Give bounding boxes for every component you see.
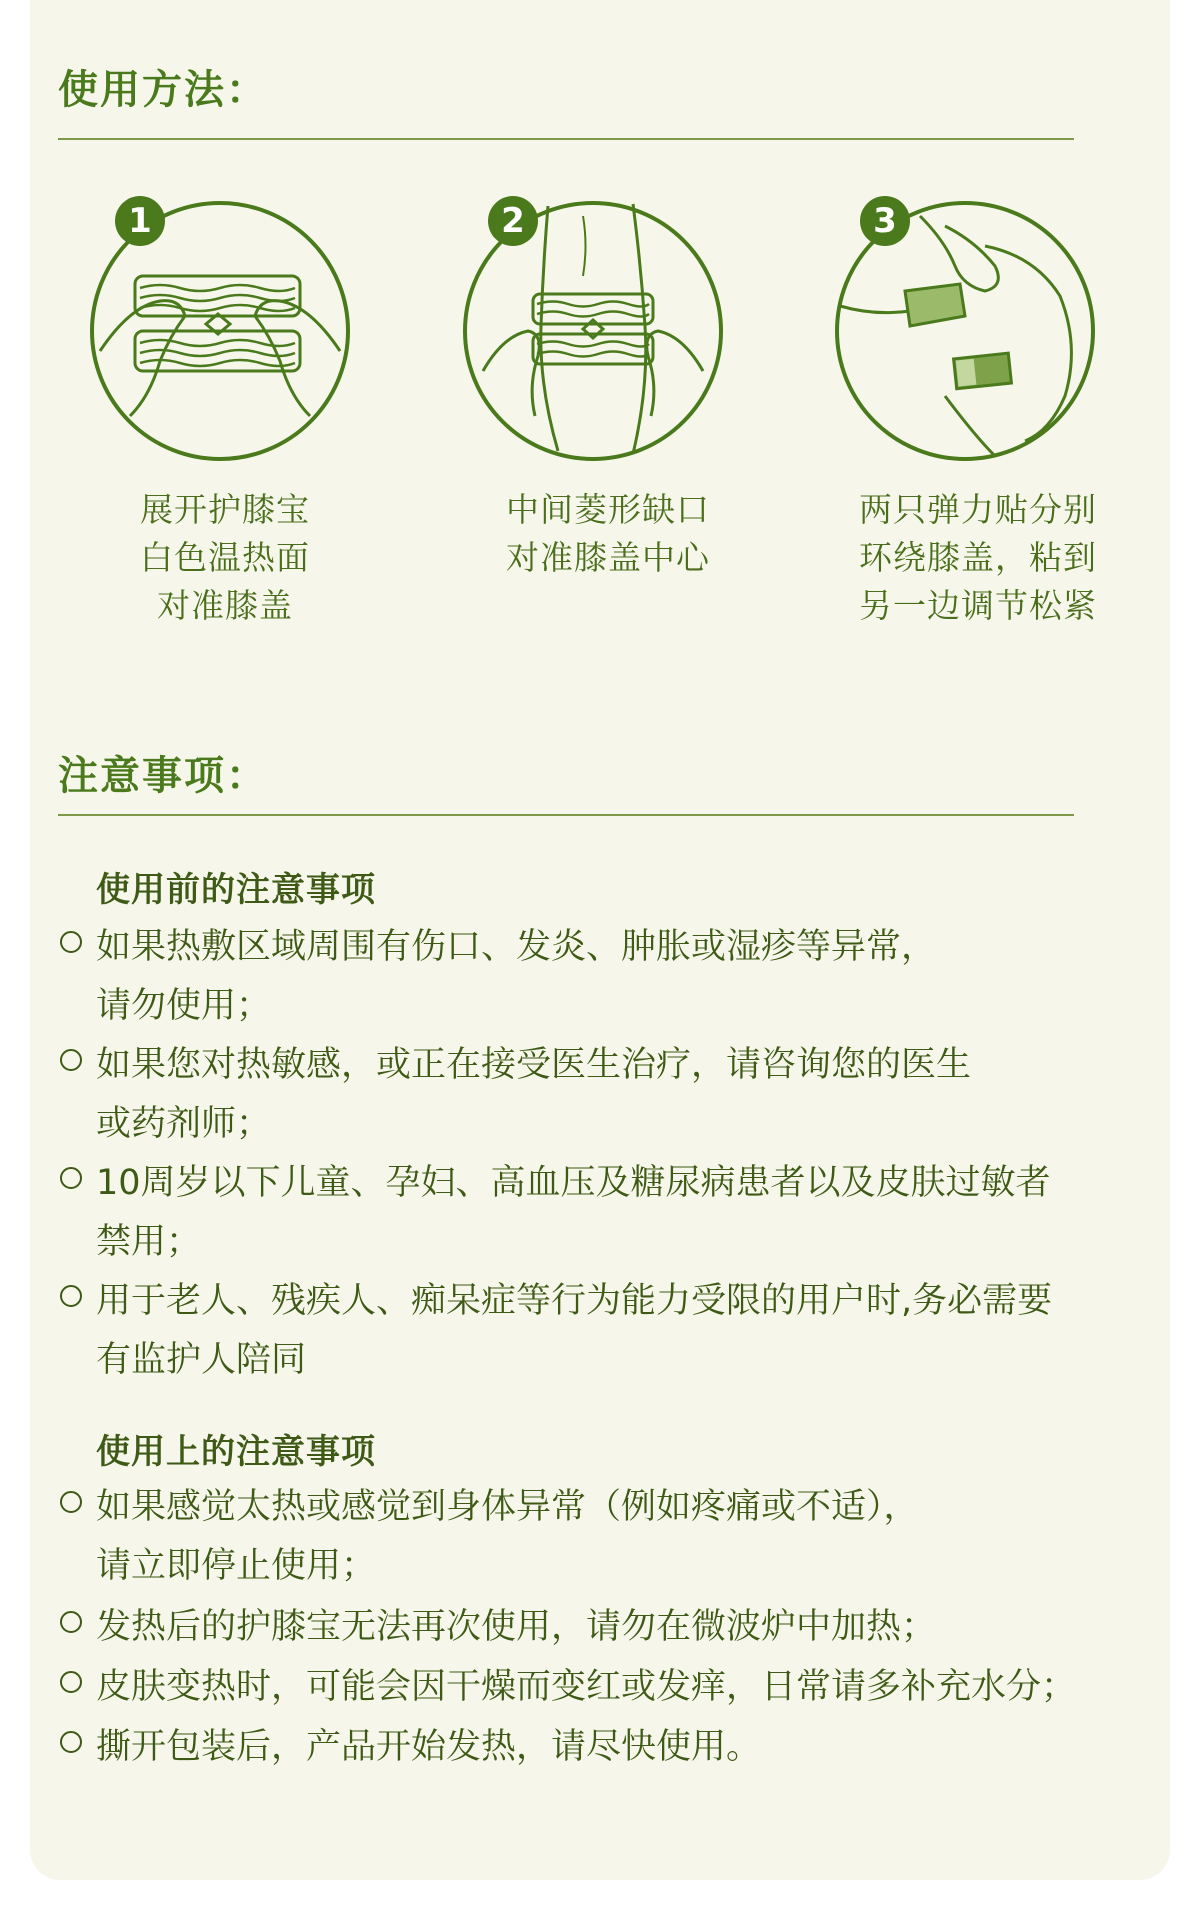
before-note-2-line-1: 如果您对热敏感，或正在接受医生治疗，请咨询您的医生 [96,1045,972,1085]
step-2 [463,186,763,466]
circle-bullet-icon [60,1611,82,1633]
before-note-4-line-2: 有监护人陪同 [96,1340,307,1380]
circle-bullet-icon [60,1049,82,1071]
during-note-1-line-2: 请立即停止使用； [96,1546,377,1586]
precautions-divider [58,814,1074,816]
during-use-heading: 使用上的注意事项 [96,1432,376,1472]
circle-bullet-icon [60,1285,82,1307]
precautions-title: 注意事项： [58,753,268,799]
step-2-line-2: 对准膝盖中心 [506,538,710,577]
before-note-4-line-1: 用于老人、残疾人、痴呆症等行为能力受限的用户时,务必需要 [96,1281,1053,1321]
step-1-line-1: 展开护膝宝 [140,490,310,529]
usage-title: 使用方法： [58,67,268,113]
step-1 [90,186,390,466]
during-note-4-line-1: 撕开包装后，产品开始发热，请尽快使用。 [96,1727,762,1767]
step-2-number: 2 [501,201,525,241]
step-3-line-3: 另一边调节松紧 [859,586,1097,625]
step-1-line-2: 白色温热面 [140,538,310,577]
before-note-1-line-1: 如果热敷区域周围有伤口、发炎、肿胀或湿疹等异常， [96,927,937,967]
circle-bullet-icon [60,1671,82,1693]
before-note-2-line-2: 或药剂师； [96,1104,272,1144]
circle-bullet-icon [60,1167,82,1189]
before-note-3-line-1: 10周岁以下儿童、孕妇、高血压及糖尿病患者以及皮肤过敏者 [96,1163,1051,1203]
step-3 [835,186,1135,466]
usage-divider [58,138,1074,140]
circle-bullet-icon [60,931,82,953]
step-1-caption [55,486,395,630]
during-note-1-line-1: 如果感觉太热或感觉到身体异常（例如疼痛或不适）， [96,1487,919,1527]
step-2-line-1: 中间菱形缺口 [506,490,710,529]
step-2-caption [438,486,778,582]
before-use-heading: 使用前的注意事项 [96,870,376,910]
circle-bullet-icon [60,1491,82,1513]
step-3-caption [808,486,1148,630]
before-note-3-line-2: 禁用； [96,1222,202,1262]
step-3-line-2: 环绕膝盖，粘到 [859,538,1097,577]
step-1-line-3: 对准膝盖 [157,586,293,625]
step-1-number: 1 [128,201,152,241]
during-note-2-line-1: 发热后的护膝宝无法再次使用，请勿在微波炉中加热； [96,1607,937,1647]
before-note-1-line-2: 请勿使用； [96,986,272,1026]
circle-bullet-icon [60,1731,82,1753]
step-3-number: 3 [873,201,897,241]
during-note-3-line-1: 皮肤变热时，可能会因干燥而变红或发痒，日常请多补充水分； [96,1667,1077,1707]
step-3-line-1: 两只弹力贴分别 [859,490,1097,529]
